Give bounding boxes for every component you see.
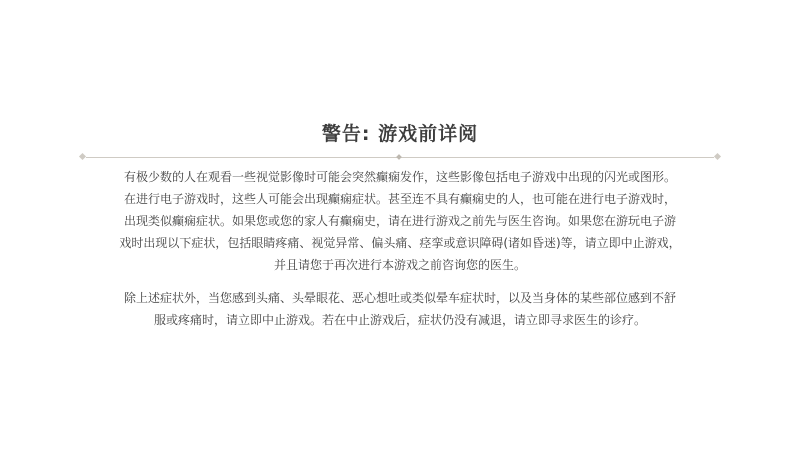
paragraph-line: 戏时出现以下症状，包括眼睛疼痛、视觉异常、偏头痛、痉挛或意识障碍(诸如昏迷)等，请立即中止游戏， <box>119 236 681 250</box>
paragraph-line: 除上述症状外，当您感到头痛、头晕眼花、恶心想吐或类似晕车症状时，以及当身体的某些部位感到不舒 <box>123 291 676 305</box>
warning-paragraph-symptoms <box>70 287 730 331</box>
warning-paragraph-seizure <box>70 166 730 276</box>
paragraph-line: 服或疼痛时，请立即中止游戏。若在中止游戏后，症状仍没有减退，请立即寻求医生的诊疗。 <box>153 313 646 327</box>
title-divider <box>78 153 722 161</box>
paragraph-line: 有极少数的人在观看一些视觉影像时可能会突然癫痫发作，这些影像包括电子游戏中出现的闪光或图形。 <box>123 170 676 184</box>
paragraph-line: 在进行电子游戏时，这些人可能会出现癫痫症状。甚至连不具有癫痫史的人，也可能在进行电子游戏时， <box>123 192 676 206</box>
paragraph-line: 并且请您于再次进行本游戏之前咨询您的医生。 <box>273 258 526 272</box>
divider-right-diamond-icon <box>714 153 721 160</box>
divider-center-diamond-icon <box>396 154 402 160</box>
paragraph-line: 出现类似癫痫症状。如果您或您的家人有癫痫史，请在进行游戏之前先与医生咨询。如果您在游玩电子游 <box>123 214 676 228</box>
divider-left-diamond-icon <box>79 153 86 160</box>
warning-title: 警告: 游戏前详阅 <box>321 123 479 145</box>
